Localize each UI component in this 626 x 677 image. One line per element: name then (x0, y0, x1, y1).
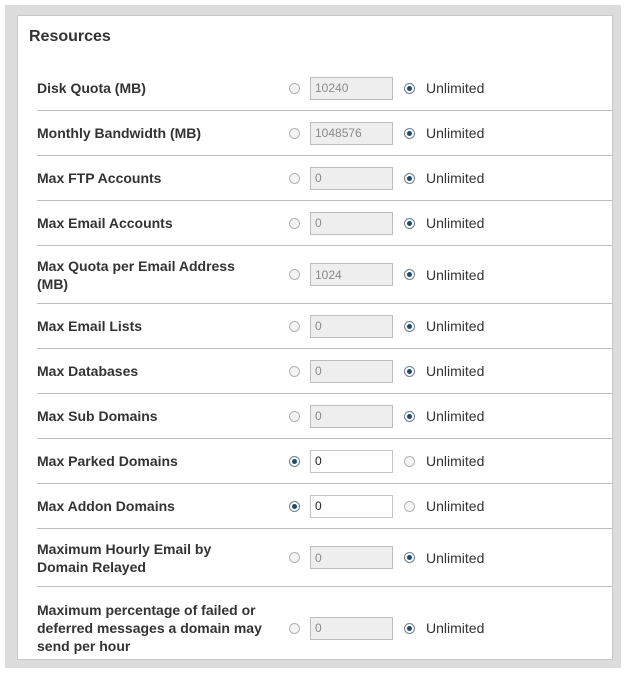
limit-radio[interactable] (289, 501, 300, 512)
unlimited-radio[interactable] (404, 218, 415, 229)
unlimited-radio[interactable] (404, 456, 415, 467)
resource-row-max-databases (37, 349, 613, 394)
resource-label: Maximum percentage of failed or deferred messages a domain may send per hour (37, 602, 262, 654)
resource-label: Max Parked Domains (37, 453, 178, 469)
resource-label: Max Databases (37, 363, 139, 379)
unlimited-label: Unlimited (426, 620, 485, 636)
limit-value-input[interactable] (310, 212, 393, 235)
limit-value-input[interactable] (310, 77, 393, 100)
resource-label: Maximum Hourly Email by Domain Relayed (37, 540, 212, 575)
unlimited-radio[interactable] (404, 411, 415, 422)
unlimited-label: Unlimited (426, 125, 485, 141)
resource-label: Max Email Lists (37, 318, 143, 334)
limit-radio[interactable] (289, 552, 300, 563)
limit-radio[interactable] (289, 623, 300, 634)
resource-row-max-quota-per-email-address-mb (37, 246, 613, 304)
resource-row-maximum-percentage-of-failed-or-deferred-messages-a-domain-may-send-per-hour (37, 587, 613, 669)
limit-value-input[interactable] (310, 405, 393, 428)
resource-row-max-email-accounts (37, 201, 613, 246)
limit-radio[interactable] (289, 366, 300, 377)
resource-row-max-addon-domains (37, 484, 613, 529)
limit-radio[interactable] (289, 128, 300, 139)
limit-value-input[interactable] (310, 263, 393, 286)
resource-row-maximum-hourly-email-by-domain-relayed (37, 529, 613, 587)
resource-label: Max Sub Domains (37, 408, 158, 424)
unlimited-radio[interactable] (404, 366, 415, 377)
limit-value-input[interactable] (310, 315, 393, 338)
limit-radio[interactable] (289, 411, 300, 422)
unlimited-radio[interactable] (404, 269, 415, 280)
limit-radio[interactable] (289, 173, 300, 184)
resource-row-max-ftp-accounts (37, 156, 613, 201)
resource-row-monthly-bandwidth-mb (37, 111, 613, 156)
unlimited-radio[interactable] (404, 501, 415, 512)
unlimited-label: Unlimited (426, 408, 485, 424)
unlimited-label: Unlimited (426, 453, 485, 469)
limit-radio[interactable] (289, 218, 300, 229)
unlimited-radio[interactable] (404, 128, 415, 139)
unlimited-label: Unlimited (426, 318, 485, 334)
limit-radio[interactable] (289, 83, 300, 94)
section-title: Resources (29, 28, 111, 45)
unlimited-radio[interactable] (404, 173, 415, 184)
limit-value-input[interactable] (310, 360, 393, 383)
unlimited-label: Unlimited (426, 80, 485, 96)
limit-value-input[interactable] (310, 546, 393, 569)
resource-label: Monthly Bandwidth (MB) (37, 125, 202, 141)
resource-label: Max Email Accounts (37, 215, 173, 231)
unlimited-label: Unlimited (426, 498, 485, 514)
unlimited-radio[interactable] (404, 552, 415, 563)
resource-row-max-email-lists (37, 304, 613, 349)
limit-value-input[interactable] (310, 617, 393, 640)
unlimited-label: Unlimited (426, 549, 485, 566)
unlimited-radio[interactable] (404, 321, 415, 332)
limit-value-input[interactable] (310, 167, 393, 190)
unlimited-label: Unlimited (426, 215, 485, 231)
resource-label: Max Quota per Email Address (MB) (37, 257, 235, 292)
resource-row-max-sub-domains (37, 394, 613, 439)
unlimited-label: Unlimited (426, 363, 485, 379)
unlimited-label: Unlimited (426, 170, 485, 186)
resources-panel (17, 15, 613, 660)
page-background (5, 5, 621, 668)
resource-rows (37, 66, 613, 669)
resource-row-max-parked-domains (37, 439, 613, 484)
limit-radio[interactable] (289, 321, 300, 332)
resource-label: Disk Quota (MB) (37, 80, 146, 96)
resource-row-disk-quota-mb (37, 66, 613, 111)
limit-value-input[interactable] (310, 450, 393, 473)
limit-radio[interactable] (289, 269, 300, 280)
limit-value-input[interactable] (310, 122, 393, 145)
unlimited-radio[interactable] (404, 623, 415, 634)
unlimited-radio[interactable] (404, 83, 415, 94)
resource-label: Max FTP Accounts (37, 170, 162, 186)
unlimited-label: Unlimited (426, 266, 485, 283)
limit-radio[interactable] (289, 456, 300, 467)
resource-label: Max Addon Domains (37, 498, 175, 514)
limit-value-input[interactable] (310, 495, 393, 518)
